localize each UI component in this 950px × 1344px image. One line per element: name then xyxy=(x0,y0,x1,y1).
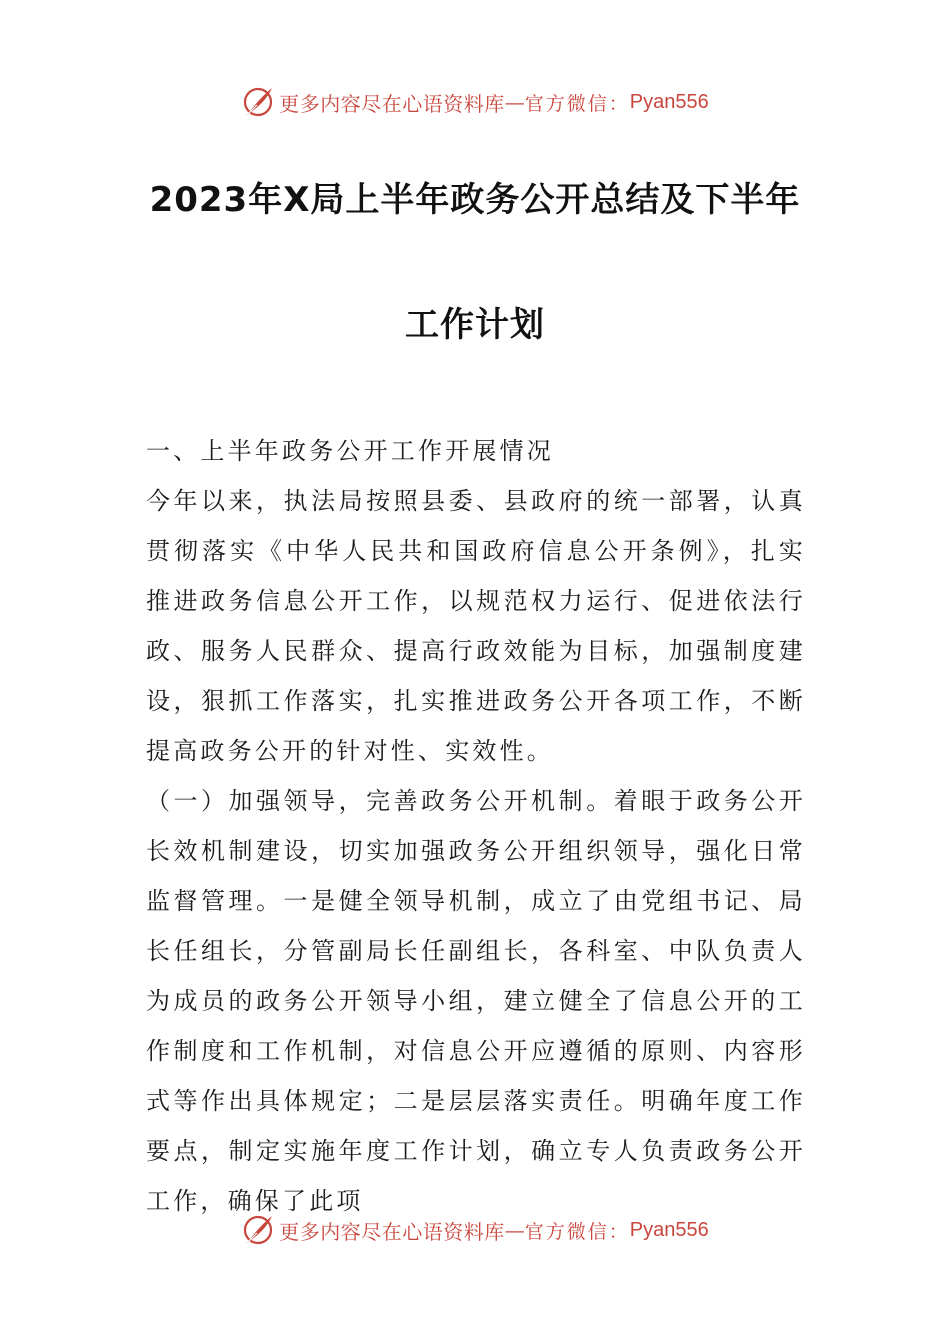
section-heading: 一、上半年政务公开工作开展情况 xyxy=(146,437,554,465)
paragraph: 今年以来，执法局按照县委、县政府的统一部署，认真贯彻落实《中华人民共和国政府信息公开条例》，扎实推进政务信息公开工作，以规范权力运行、促进依法行政、服务人民群众、提高行政效能为目标，加强制度建设，狠抓工作落实，扎实推进政务公开各项工作，不断提高政务公开的针对性、实效性。 xyxy=(146,487,806,765)
paragraph: （一）加强领导，完善政务公开机制。着眼于政务公开长效机制建设，切实加强政务公开组织领导，强化日常监督管理。一是健全领导机制，成立了由党组书记、局长任组长，分管副局长任副组长，各科室、中队负责人为成员的政务公开领导小组，建立健全了信息公开的工作制度和工作机制，对信息公开应遵循的原则、内容形式等作出具体规定；二是层层落实责任。明确年度工作要点，制定实施年度工作计划，确立专人负责政务公开工作，确保了此项 xyxy=(146,787,806,1215)
watermark-slogan: 更多内容尽在心语资料库 xyxy=(279,91,505,116)
watermark-slogan: 更多内容尽在心语资料库 xyxy=(279,1219,505,1244)
document-title-line-1: 2023年X局上半年政务公开总结及下半年 xyxy=(149,180,801,220)
footer-watermark xyxy=(0,1210,950,1250)
header-watermark xyxy=(0,82,950,122)
quill-pen-logo-icon xyxy=(241,85,275,119)
watermark-separator: — xyxy=(504,1218,525,1242)
watermark-separator: — xyxy=(504,90,525,114)
document-body xyxy=(146,426,806,1226)
watermark-wechat-id: Pyan556 xyxy=(629,90,709,113)
document-title-line-2: 工作计划 xyxy=(405,305,545,345)
watermark-wechat-label: 官方微信： xyxy=(524,92,630,115)
watermark-wechat-id: Pyan556 xyxy=(629,1218,709,1241)
quill-pen-logo-icon xyxy=(241,1213,275,1247)
watermark-wechat-label: 官方微信： xyxy=(524,1220,630,1243)
